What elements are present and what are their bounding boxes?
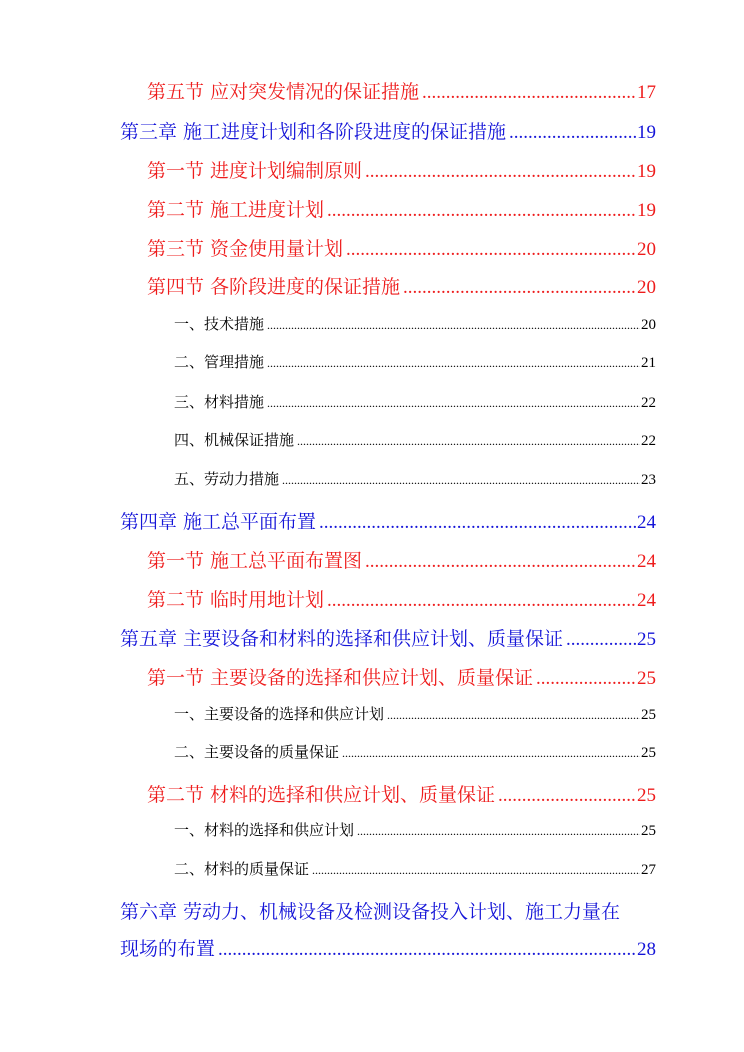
toc-entry-page-number: 25 bbox=[641, 823, 656, 839]
toc-entry-title: 第一节 施工总平面布置图 bbox=[147, 550, 363, 572]
toc-entry-subsection[interactable] bbox=[174, 858, 656, 886]
dot-leader bbox=[267, 396, 640, 411]
toc-entry-title: 一、材料的选择和供应计划 bbox=[174, 821, 355, 839]
toc-entry-title: 一、主要设备的选择和供应计划 bbox=[174, 705, 385, 723]
dot-leader bbox=[267, 356, 640, 371]
toc-entry-chapter[interactable] bbox=[120, 507, 656, 535]
toc-entry-title: 一、技术措施 bbox=[174, 315, 265, 333]
dot-leader bbox=[536, 668, 636, 690]
toc-entry-section[interactable] bbox=[147, 780, 656, 808]
dot-leader bbox=[422, 82, 636, 104]
toc-entry-title: 第二节 临时用地计划 bbox=[147, 589, 325, 611]
toc-entry-page-number: 22 bbox=[641, 395, 656, 411]
toc-entry-title: 第二节 施工进度计划 bbox=[147, 199, 325, 221]
dot-leader bbox=[327, 200, 636, 222]
toc-entry-section[interactable] bbox=[147, 234, 656, 262]
toc-entry-page-number: 25 bbox=[637, 785, 656, 806]
toc-entry-title: 第一节 进度计划编制原则 bbox=[147, 160, 363, 182]
toc-entry-page-number: 27 bbox=[641, 862, 656, 878]
toc-entry-subsection[interactable] bbox=[174, 741, 656, 769]
toc-entry-chapter[interactable] bbox=[120, 117, 656, 145]
toc-entry-title: 二、主要设备的质量保证 bbox=[174, 743, 340, 761]
toc-entry-page-number: 20 bbox=[641, 317, 656, 333]
toc-entry-title: 三、材料措施 bbox=[174, 393, 265, 411]
toc-entry-chapter-line1[interactable]: 第六章 劳动力、机械设备及检测设备投入计划、施工力量在 bbox=[120, 901, 621, 923]
dot-leader bbox=[509, 122, 636, 144]
toc-entry-page-number: 19 bbox=[637, 200, 656, 221]
toc-entry-section[interactable] bbox=[147, 272, 656, 300]
toc-entry-title: 第四章 施工总平面布置 bbox=[120, 511, 317, 533]
toc-entry-subsection[interactable] bbox=[174, 468, 656, 496]
toc-entry-section[interactable] bbox=[147, 156, 656, 184]
dot-leader bbox=[282, 473, 640, 488]
dot-leader bbox=[312, 863, 640, 878]
toc-entry-chapter[interactable] bbox=[120, 934, 656, 962]
dot-leader bbox=[342, 746, 640, 761]
toc-entry-title: 第五章 主要设备和材料的选择和供应计划、质量保证 bbox=[120, 628, 564, 650]
dot-leader bbox=[319, 512, 636, 534]
toc-entry-title: 第一节 主要设备的选择和供应计划、质量保证 bbox=[147, 667, 534, 689]
toc-entry-title: 二、材料的质量保证 bbox=[174, 860, 310, 878]
toc-entry-subsection[interactable] bbox=[174, 429, 656, 457]
toc-entry-subsection[interactable] bbox=[174, 313, 656, 341]
toc-entry-page-number: 28 bbox=[637, 939, 656, 960]
toc-entry-subsection[interactable] bbox=[174, 819, 656, 847]
dot-leader bbox=[498, 785, 636, 807]
toc-entry-title: 四、机械保证措施 bbox=[174, 431, 295, 449]
toc-entry-page-number: 25 bbox=[637, 668, 656, 689]
toc-entry-title: 五、劳动力措施 bbox=[174, 470, 280, 488]
toc-entry-page-number: 25 bbox=[641, 707, 656, 723]
toc-entry-title: 第三章 施工进度计划和各阶段进度的保证措施 bbox=[120, 121, 507, 143]
toc-entry-subsection[interactable] bbox=[174, 703, 656, 731]
toc-entry-page-number: 17 bbox=[637, 82, 656, 103]
toc-entry-title: 第五节 应对突发情况的保证措施 bbox=[147, 81, 420, 103]
toc-entry-section[interactable] bbox=[147, 77, 656, 105]
toc-entry-page-number: 24 bbox=[637, 512, 656, 533]
dot-leader bbox=[297, 434, 640, 449]
toc-entry-chapter[interactable] bbox=[120, 624, 656, 652]
toc-entry-page-number: 24 bbox=[637, 551, 656, 572]
toc-entry-title: 二、管理措施 bbox=[174, 353, 265, 371]
dot-leader bbox=[346, 239, 636, 261]
toc-entry-section[interactable] bbox=[147, 546, 656, 574]
toc-entry-section[interactable] bbox=[147, 585, 656, 613]
toc-entry-section[interactable] bbox=[147, 663, 656, 691]
toc-entry-page-number: 24 bbox=[637, 590, 656, 611]
dot-leader bbox=[387, 708, 640, 723]
toc-entry-title: 现场的布置 bbox=[120, 938, 216, 960]
toc-entry-page-number: 20 bbox=[637, 239, 656, 260]
toc-entry-subsection[interactable] bbox=[174, 391, 656, 419]
dot-leader bbox=[566, 629, 636, 651]
toc-entry-page-number: 19 bbox=[637, 122, 656, 143]
dot-leader bbox=[365, 161, 636, 183]
toc-entry-page-number: 21 bbox=[641, 355, 656, 371]
toc-entry-page-number: 20 bbox=[637, 277, 656, 298]
dot-leader bbox=[218, 939, 636, 961]
dot-leader bbox=[403, 277, 636, 299]
toc-entry-section[interactable] bbox=[147, 195, 656, 223]
dot-leader bbox=[327, 590, 636, 612]
toc-entry-title: 第二节 材料的选择和供应计划、质量保证 bbox=[147, 784, 496, 806]
toc-entry-page-number: 19 bbox=[637, 161, 656, 182]
dot-leader bbox=[365, 551, 636, 573]
toc-entry-title: 第四节 各阶段进度的保证措施 bbox=[147, 276, 401, 298]
toc-entry-subsection[interactable] bbox=[174, 351, 656, 379]
toc-entry-page-number: 25 bbox=[637, 629, 656, 650]
dot-leader bbox=[267, 318, 640, 333]
toc-entry-page-number: 25 bbox=[641, 745, 656, 761]
toc-entry-title: 第三节 资金使用量计划 bbox=[147, 238, 344, 260]
dot-leader bbox=[357, 824, 640, 839]
toc-entry-page-number: 22 bbox=[641, 433, 656, 449]
toc-entry-page-number: 23 bbox=[641, 472, 656, 488]
